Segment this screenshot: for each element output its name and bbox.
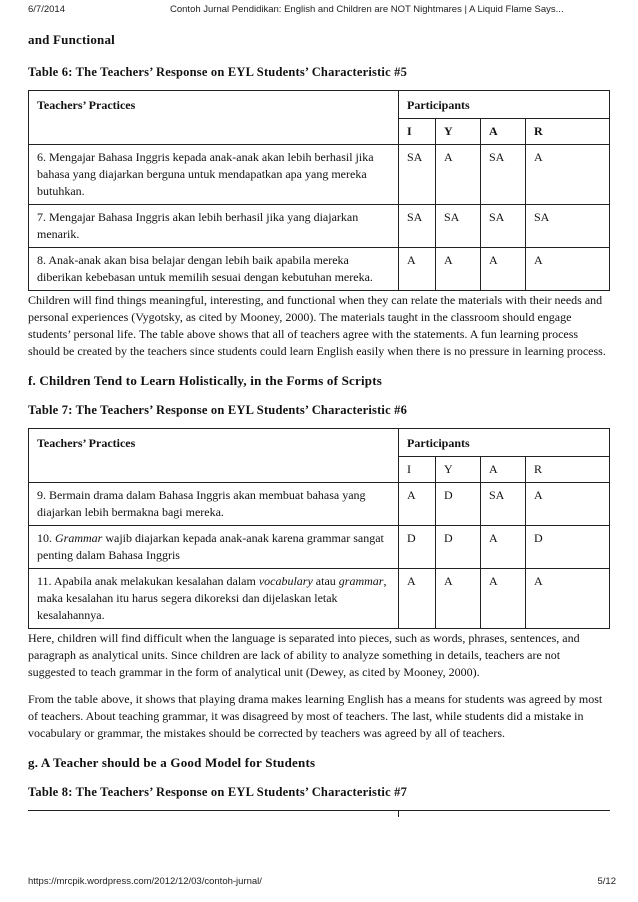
section-f-heading: f. Children Tend to Learn Holistically, in the Forms of Scripts: [28, 373, 382, 388]
table8-column-divider: [398, 811, 399, 817]
table6-sub-r: R: [526, 119, 610, 145]
table7-row3-r: A: [526, 569, 610, 629]
table7-row3-pre: 11. Apabila anak melakukan kesalahan dalam: [37, 574, 256, 588]
table6-row2-a: SA: [481, 205, 526, 248]
table6-caption: Table 6: The Teachers’ Response on EYL Students’ Characteristic #5: [28, 65, 408, 79]
table-row: [29, 248, 610, 291]
section-e-heading-tail: and Functional: [28, 32, 115, 47]
table6-row1-text: 6. Mengajar Bahasa Inggris kepada anak-anak akan lebih berhasil jika bahasa yang diajarkan berguna untuk mendapatkan apa yang mereka butuhkan.: [29, 145, 399, 205]
print-title: Contoh Jurnal Pendidikan: English and Children are NOT Nightmares | A Liquid Flame Says...: [170, 4, 564, 15]
table7-header-participants: Participants: [399, 429, 610, 457]
table7-header-practices: Teachers’ Practices: [29, 429, 399, 483]
table6-row2-i: SA: [399, 205, 436, 248]
table6-row3-r: A: [526, 248, 610, 291]
table-row: [29, 569, 610, 629]
table6-row1-a: SA: [481, 145, 526, 205]
table6-row2-y: SA: [436, 205, 481, 248]
table7-row3-a: A: [481, 569, 526, 629]
table6-row3-i: A: [399, 248, 436, 291]
print-url: https://mrcpik.wordpress.com/2012/12/03/contoh-jurnal/: [28, 876, 262, 887]
page-header: [28, 4, 616, 18]
table7-row2-y: D: [436, 526, 481, 569]
table6-header-participants: Participants: [399, 91, 610, 119]
paragraph-holistic: Here, children will find difficult when the language is separated into pieces, such as words, phrases, sentences, and paragraph as analytical units. Since children are lack of ability to analyze something in details, teachers are not suggested to teach grammar in the form of analytical unit (Dewey, as cited by Mooney, 2000).: [28, 631, 580, 679]
page-footer: [28, 876, 616, 890]
table7-row2-i: D: [399, 526, 436, 569]
table7-caption: Table 7: The Teachers’ Response on EYL Students’ Characteristic #6: [28, 403, 408, 417]
table7-row3-vocabulary: vocabulary: [258, 574, 313, 588]
table6-row2-r: SA: [526, 205, 610, 248]
table7-row1-text: 9. Bermain drama dalam Bahasa Inggris akan membuat bahasa yang diajarkan lebih bermakna bagi mereka.: [29, 483, 399, 526]
table6-row1-r: A: [526, 145, 610, 205]
table7-row3-i: A: [399, 569, 436, 629]
table6-row3-y: A: [436, 248, 481, 291]
table8-caption: Table 8: The Teachers’ Response on EYL Students’ Characteristic #7: [28, 785, 408, 799]
table6-row1-i: SA: [399, 145, 436, 205]
table-row: [29, 526, 610, 569]
table6-sub-i: I: [399, 119, 436, 145]
table6-row1-y: A: [436, 145, 481, 205]
table7-row1-a: SA: [481, 483, 526, 526]
table7-row3-rest: , maka kesalahan itu harus segera dikoreksi dan dijelaskan letak kesalahannya.: [37, 574, 387, 622]
table6: [28, 90, 610, 291]
table6-row3-text: 8. Anak-anak akan bisa belajar dengan lebih baik apabila mereka diberikan kebebasan untuk memilih sesuai dengan kebutuhan mereka.: [29, 248, 399, 291]
table7-row2-rest: wajib diajarkan kepada anak-anak karena grammar sangat penting dalam Bahasa Inggris: [37, 531, 384, 562]
table7-row1-y: D: [436, 483, 481, 526]
table7-row2-num: 10.: [37, 531, 52, 545]
table8-top-border: [28, 810, 610, 817]
section-g-heading: g. A Teacher should be a Good Model for Students: [28, 755, 316, 770]
table7-row3-text: [29, 569, 399, 629]
table-row: [29, 483, 610, 526]
table7-sub-y: Y: [436, 457, 481, 483]
table7-sub-a: A: [481, 457, 526, 483]
paragraph-meaningful: Children will find things meaningful, interesting, and functional when they can relate the materials with their needs and personal experiences (Vygotsky, as cited by Mooney, 2000). The materials taught in the classroom should engage students’ personal life. The table above shows that all of teachers agree with the statements. A fun learning process should be created by the teachers since students could learn English easily when there is no pressure in learning process.: [28, 293, 606, 358]
table7-row3-mid: atau: [315, 574, 336, 588]
print-date: 6/7/2014: [28, 4, 65, 15]
table7-row1-i: A: [399, 483, 436, 526]
paragraph-table-summary: From the table above, it shows that playing drama makes learning English has a means for students was agreed by most of teachers. About teaching grammar, it was disagreed by most of teachers. The last, while students did a mistake in vocabulary or grammar, the mistakes should be corrected by teachers was agreed by all of teachers.: [28, 692, 603, 740]
table6-sub-y: Y: [436, 119, 481, 145]
document-content: [28, 30, 610, 817]
table7-row3-grammar: grammar: [338, 574, 384, 588]
table7-row2-grammar: Grammar: [55, 531, 103, 545]
table7-row2-text: [29, 526, 399, 569]
page-number: 5/12: [597, 876, 616, 887]
table7-row2-r: D: [526, 526, 610, 569]
table7-row2-a: A: [481, 526, 526, 569]
table7-row3-y: A: [436, 569, 481, 629]
table6-sub-a: A: [481, 119, 526, 145]
table7-sub-r: R: [526, 457, 610, 483]
table-row: [29, 145, 610, 205]
table7: [28, 428, 610, 629]
table7-row1-r: A: [526, 483, 610, 526]
table6-header-practices: Teachers’ Practices: [29, 91, 399, 145]
table6-row3-a: A: [481, 248, 526, 291]
table6-row2-text: 7. Mengajar Bahasa Inggris akan lebih berhasil jika yang diajarkan menarik.: [29, 205, 399, 248]
table-row: [29, 205, 610, 248]
table7-sub-i: I: [399, 457, 436, 483]
